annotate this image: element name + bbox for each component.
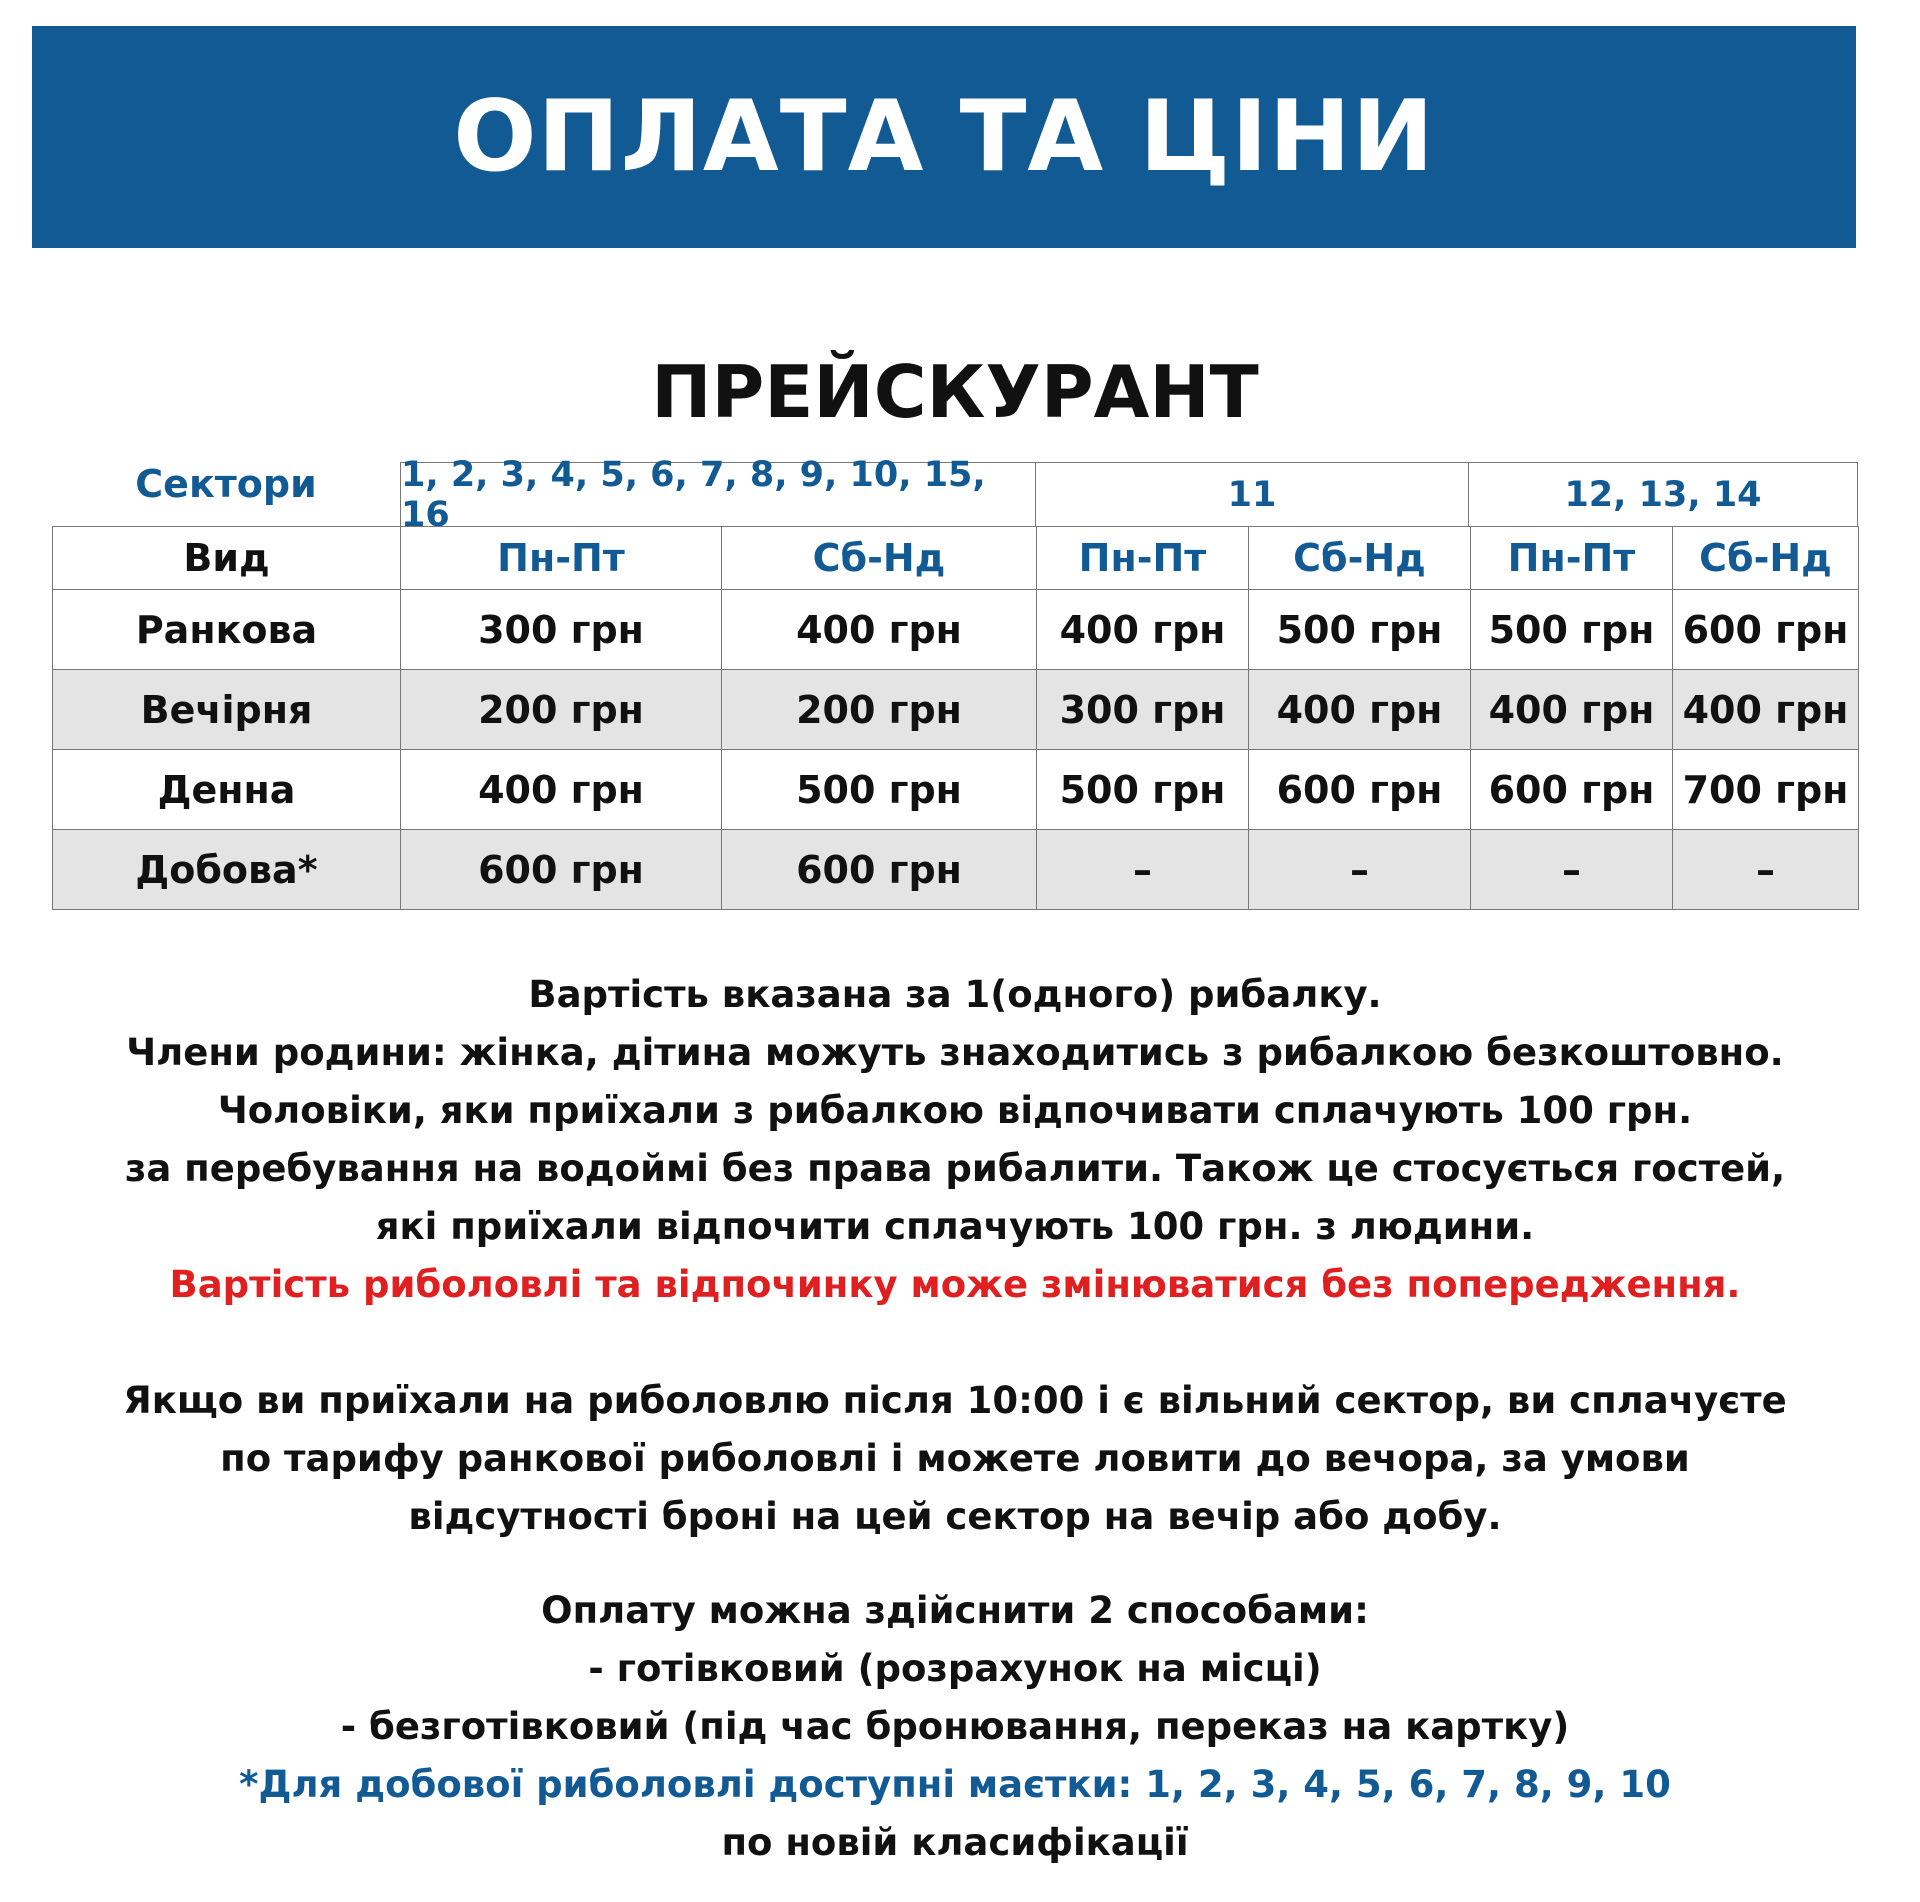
day-header: Сб-Нд [1249, 527, 1471, 590]
price-cell: 200 грн [722, 670, 1037, 750]
price-cell: 300 грн [1037, 670, 1249, 750]
type-header: Вид [53, 527, 401, 590]
late-arrival-line: по тарифу ранкової риболовлі і можете ловити до вечора, за умови [220, 1437, 1690, 1480]
price-cell: 600 грн [722, 830, 1037, 910]
price-cell: 600 грн [1673, 590, 1859, 670]
note-line: Вартість вказана за 1(одного) рибалку. [528, 973, 1382, 1016]
price-cell: 400 грн [1249, 670, 1471, 750]
note-line: за перебування на водоймі без права рибалити. Також це стосується гостей, [124, 1147, 1786, 1190]
table-row [53, 750, 1859, 830]
price-cell: 500 грн [1249, 590, 1471, 670]
day-header: Пн-Пт [1037, 527, 1249, 590]
price-cell: 400 грн [1037, 590, 1249, 670]
price-cell: 600 грн [1249, 750, 1471, 830]
price-cell: – [1037, 830, 1249, 910]
price-cell: 400 грн [1471, 670, 1673, 750]
notes-section [0, 966, 1910, 1872]
price-cell: 600 грн [401, 830, 722, 910]
sector-group-11: 11 [1035, 462, 1469, 526]
payment-line: - безготівковий (під час бронювання, переказ на картку) [340, 1705, 1570, 1748]
sector-group-1: 1, 2, 3, 4, 5, 6, 7, 8, 9, 10, 15, 16 [400, 462, 1036, 526]
header-banner [32, 26, 1856, 248]
day-header: Пн-Пт [1471, 527, 1673, 590]
payment-line: Оплату можна здійснити 2 способами: [541, 1589, 1369, 1632]
price-cell: – [1471, 830, 1673, 910]
late-arrival-line: відсутності броні на цей сектор на вечір або добу. [408, 1495, 1502, 1538]
price-cell: 400 грн [401, 750, 722, 830]
note-line: Чоловіки, яки приїхали з рибалкою відпочивати сплачують 100 грн. [217, 1089, 1693, 1132]
sector-group-12-14: 12, 13, 14 [1468, 462, 1858, 526]
sectors-label: Сектори [135, 462, 317, 506]
price-cell: – [1673, 830, 1859, 910]
row-label: Добова* [53, 830, 401, 910]
price-cell: 400 грн [1673, 670, 1859, 750]
price-cell: 700 грн [1673, 750, 1859, 830]
price-cell: 200 грн [401, 670, 722, 750]
day-header: Сб-Нд [1673, 527, 1859, 590]
daily-footnote: *Для добової риболовлі доступні маєтки: 1, 2, 3, 4, 5, 6, 7, 8, 9, 10 [239, 1763, 1671, 1806]
late-arrival-line: Якщо ви приїхали на риболовлю після 10:00 і є вільний сектор, ви сплачуєте [123, 1379, 1787, 1422]
row-label: Денна [53, 750, 401, 830]
day-header: Пн-Пт [401, 527, 722, 590]
price-table [52, 526, 1859, 910]
price-list-title: ПРЕЙСКУРАНТ [651, 350, 1259, 434]
day-header: Сб-Нд [722, 527, 1037, 590]
classification-note: по новій класифікації [721, 1821, 1189, 1864]
table-row [53, 830, 1859, 910]
price-cell: 500 грн [722, 750, 1037, 830]
price-cell: 600 грн [1471, 750, 1673, 830]
table-row [53, 590, 1859, 670]
price-cell: 500 грн [1037, 750, 1249, 830]
note-line: які приїхали відпочити сплачують 100 грн. з людини. [375, 1205, 1535, 1248]
table-header-row [53, 527, 1859, 590]
table-row [53, 670, 1859, 750]
payment-line: - готівковий (розрахунок на місці) [588, 1647, 1322, 1690]
page-title: ОПЛАТА ТА ЦІНИ [453, 80, 1435, 194]
price-cell: 400 грн [722, 590, 1037, 670]
row-label: Ранкова [53, 590, 401, 670]
price-cell: 500 грн [1471, 590, 1673, 670]
price-cell: – [1249, 830, 1471, 910]
row-label: Вечірня [53, 670, 401, 750]
note-line: Члени родини: жінка, дітина можуть знаходитись з рибалкою безкоштовно. [126, 1031, 1784, 1074]
price-change-warning: Вартість риболовлі та відпочинку може змінюватися без попередження. [169, 1263, 1741, 1306]
price-cell: 300 грн [401, 590, 722, 670]
